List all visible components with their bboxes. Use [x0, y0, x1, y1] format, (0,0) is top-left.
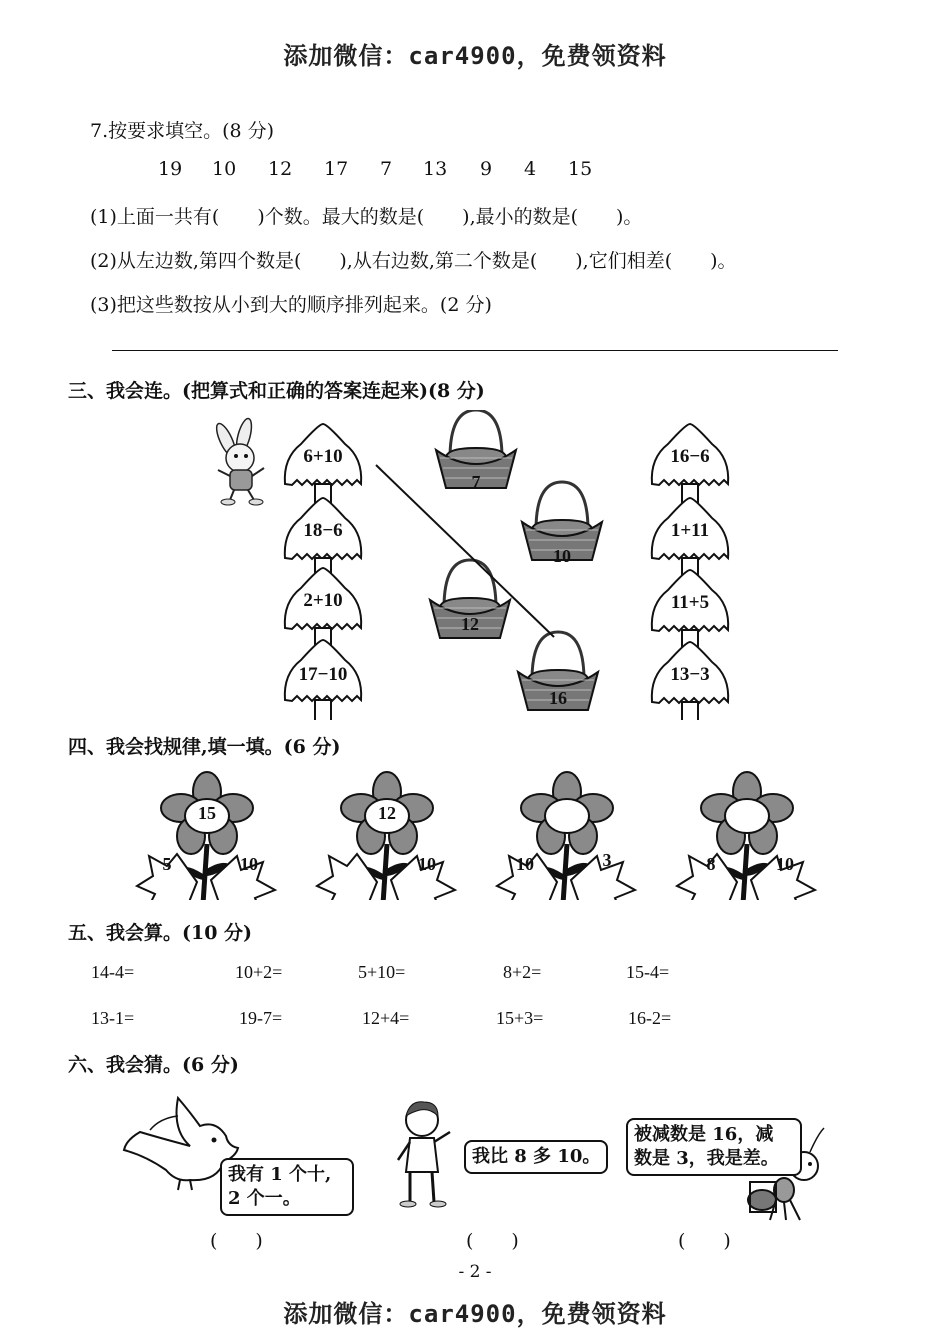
- calc-item: 16-2=: [628, 1008, 672, 1028]
- calc-item: 12+4=: [362, 1008, 410, 1028]
- left-mushroom-label: 6+10: [303, 446, 343, 467]
- calc-item: 19-7=: [239, 1008, 283, 1028]
- calc-item: 15-4=: [626, 962, 670, 982]
- q7-part-3: (3)把这些数按从小到大的顺序排列起来。(2 分): [90, 294, 492, 316]
- watermark-top: 添加微信：car4900，免费领资料: [283, 42, 667, 70]
- calc-item: 15+3=: [496, 1008, 544, 1028]
- q7-number: 9: [480, 158, 493, 180]
- section3-illustration: [0, 410, 950, 720]
- answer-blank-ant[interactable]: ( ): [678, 1230, 731, 1252]
- ant-speech-line-1: 被减数是 16，减: [634, 1124, 774, 1145]
- q7-number: 19: [158, 158, 183, 180]
- rabbit-icon: [213, 417, 264, 505]
- pattern-flower: [677, 772, 815, 900]
- right-mushroom-label: 16−6: [670, 446, 710, 467]
- q7-title: 7.按要求填空。(8 分): [90, 120, 275, 142]
- answer-blank-boy[interactable]: ( ): [466, 1230, 519, 1252]
- basket-label: 12: [461, 614, 479, 634]
- q7-number: 10: [212, 158, 237, 180]
- bird-speech-line-2: 2 个一。: [228, 1188, 301, 1209]
- q7-number: 4: [524, 158, 537, 180]
- pattern-flower: [317, 772, 455, 900]
- right-mushroom-label: 11+5: [670, 592, 710, 613]
- q7-number: 13: [423, 158, 448, 180]
- section3-title: 三、我会连。(把算式和正确的答案连起来)(8 分): [68, 380, 485, 402]
- flower-right-number: 10: [418, 854, 436, 874]
- pattern-flower: [137, 772, 275, 900]
- calc-item: 8+2=: [503, 962, 542, 982]
- calc-item: 13-1=: [91, 1008, 135, 1028]
- flower-right-number: 10: [240, 854, 258, 874]
- q7-part-2: (2)从左边数,第四个数是( ),从右边数,第二个数是( ),它们相差( )。: [90, 250, 737, 272]
- q7-number: 15: [568, 158, 593, 180]
- q7-number-row: [150, 158, 610, 184]
- q7-number: 17: [324, 158, 349, 180]
- flower-right-number: 10: [776, 854, 794, 874]
- section4-flowers: [0, 770, 950, 900]
- answer-blank-bird[interactable]: ( ): [210, 1230, 263, 1252]
- basket-label: 7: [471, 472, 481, 492]
- pattern-flower: [497, 772, 635, 900]
- boy-icon: [398, 1102, 450, 1207]
- q7-number: 7: [380, 158, 393, 180]
- flower-right-number: 3: [602, 850, 612, 870]
- calc-item: 5+10=: [358, 962, 406, 982]
- q7-number: 12: [268, 158, 293, 180]
- q7-answer-line: [112, 350, 838, 351]
- flower-left-number: 8: [706, 854, 716, 874]
- flower-left-number: 10: [516, 854, 534, 874]
- boy-speech-text: 我比 8 多 10。: [472, 1146, 601, 1167]
- flower-left-number: 5: [162, 854, 172, 874]
- section4-title: 四、我会找规律,填一填。(6 分): [68, 736, 341, 758]
- left-mushroom-label: 17−10: [298, 664, 348, 685]
- right-mushroom-label: 1+11: [670, 520, 710, 541]
- ant-speech-line-2: 数是 3，我是差。: [634, 1148, 779, 1169]
- calc-item: 14-4=: [91, 962, 135, 982]
- bird-speech-line-1: 我有 1 个十,: [228, 1164, 332, 1185]
- boy-speech-bubble: [464, 1140, 608, 1174]
- left-mushroom-label: 2+10: [303, 590, 343, 611]
- section6-title: 六、我会猜。(6 分): [68, 1054, 239, 1076]
- section5-title: 五、我会算。(10 分): [68, 922, 253, 944]
- basket-label: 10: [553, 546, 571, 566]
- bird-speech-bubble: [220, 1158, 354, 1216]
- ant-speech-bubble: [626, 1118, 802, 1176]
- flower-center-number: 15: [198, 803, 216, 823]
- watermark-bottom: 添加微信：car4900，免费领资料: [283, 1300, 667, 1328]
- basket-label: 16: [549, 688, 567, 708]
- page-number: - 2 -: [458, 1262, 492, 1282]
- flower-center-number: 12: [378, 803, 396, 823]
- left-mushroom-label: 18−6: [303, 520, 343, 541]
- q7-part-1: (1)上面一共有( )个数。最大的数是( ),最小的数是( )。: [90, 206, 643, 228]
- right-mushroom-label: 13−3: [670, 664, 710, 685]
- calc-item: 10+2=: [235, 962, 283, 982]
